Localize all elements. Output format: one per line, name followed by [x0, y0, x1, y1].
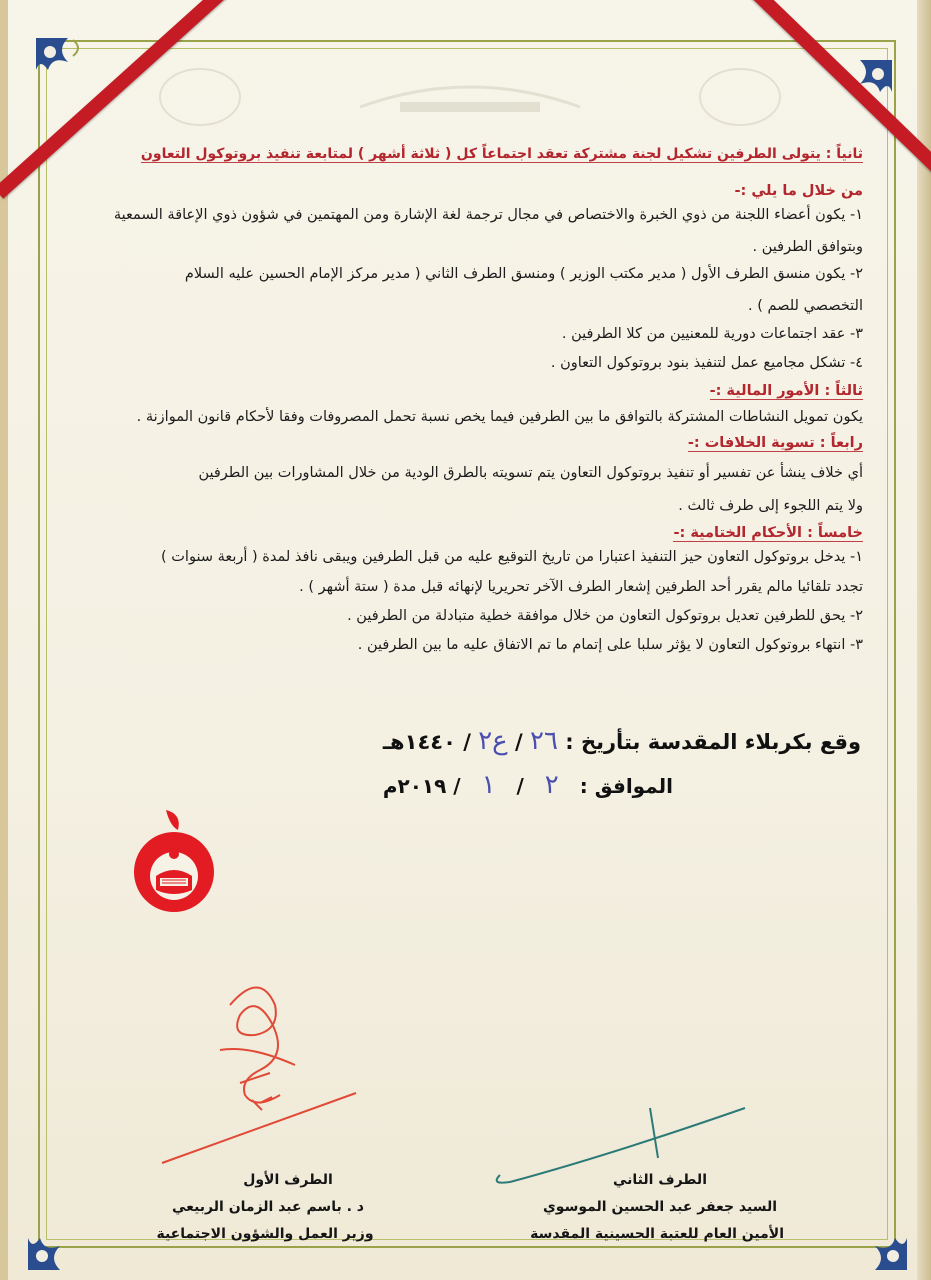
gregorian-year: ٢٠١٩م — [382, 774, 447, 798]
corner-ornament-icon — [28, 30, 98, 100]
letterhead-watermark — [140, 62, 800, 132]
section-fourth-line-2: ولا يتم اللجوء إلى طرف ثالث . — [678, 498, 863, 514]
item-1-line-1: ١- يكون أعضاء اللجنة من ذوي الخبرة والاختصاص في مجال ترجمة لغة الإشارة ومن المهتمين في شؤون ذوي الإعاقة السمعية — [113, 207, 863, 223]
second-party-name: السيد جعفر عبد الحسين الموسوي — [542, 1199, 778, 1215]
first-party-title: الطرف الأول — [243, 1172, 333, 1188]
section-second-title: ثانياً : يتولى الطرفين تشكيل لجنة مشتركة تعقد اجتماعاً كل ( ثلاثة أشهر ) لمتابعة تنفيذ بروتوكول التعاون — [140, 146, 863, 162]
gregorian-date-line: الموافق : ٢ / ١ / ٢٠١٩م — [382, 770, 673, 800]
first-party-name: د . باسم عبد الزمان الربيعي — [172, 1199, 364, 1215]
gregorian-label: الموافق : — [579, 774, 673, 798]
hijri-year: ١٤٤٠هـ — [382, 730, 456, 754]
second-party-title: الطرف الثاني — [613, 1172, 707, 1188]
item-3: ٣- عقد اجتماعات دورية للمعنيين من كلا الطرفين . — [561, 326, 863, 342]
signing-date-label: وقع بكربلاء المقدسة بتأريخ : — [565, 730, 861, 754]
section-fifth-item-3: ٣- انتهاء بروتوكول التعاون لا يؤثر سلبا على إتمام ما تم الاتفاق عليه ما بين الطرفين . — [357, 637, 863, 653]
section-fifth-item-2: ٢- يحق للطرفين تعديل بروتوكول التعاون من خلال موافقة خطية متبادلة من الطرفين . — [347, 608, 863, 624]
item-1-line-2: وبتوافق الطرفين . — [752, 239, 863, 255]
first-party-position: وزير العمل والشؤون الاجتماعية — [156, 1226, 374, 1242]
signing-date-line: وقع بكربلاء المقدسة بتأريخ : ٢٦ / ع٢ / ١٤٤٠هـ — [382, 726, 861, 756]
item-2-line-1: ٢- يكون منسق الطرف الأول ( مدير مكتب الوزير ) ومنسق الطرف الثاني ( مدير مركز الإمام الحسين عليه السلام — [184, 266, 863, 282]
hijri-month: ع٢ — [478, 726, 508, 756]
section-fourth-line-1: أي خلاف ينشأ عن تفسير أو تنفيذ بروتوكول التعاون يتم تسويته بالطرق الودية من خلال المشاورات بين الطرفين — [198, 465, 863, 481]
section-fifth-item-1-line-1: ١- يدخل بروتوكول التعاون حيز التنفيذ اعتبارا من تاريخ التوقيع عليه من قبل الطرفين ويبقى نافذ لمدة ( أربعة سنوات ) — [161, 549, 863, 565]
section-third-text: يكون تمويل النشاطات المشتركة بالتوافق ما بين الطرفين فيما يخص نسبة تحمل المصروفات وفقا لأحكام قانون الموازنة . — [136, 409, 863, 425]
second-party-position: الأمين العام للعتبة الحسينية المقدسة — [530, 1226, 784, 1242]
hijri-day: ٢٦ — [529, 726, 558, 756]
item-2-line-2: التخصصي للصم ) . — [748, 298, 863, 314]
section-fourth-heading: رابعاً : تسوية الخلافات :- — [687, 435, 863, 451]
first-party-signature-icon — [160, 975, 370, 1165]
corner-ornament-icon — [845, 1208, 915, 1278]
section-fifth-heading: خامساً : الأحكام الختامية :- — [673, 525, 863, 541]
gregorian-month: ١ — [481, 770, 496, 800]
institution-logo-icon — [126, 806, 222, 916]
item-4: ٤- تشكل مجاميع عمل لتنفيذ بنود بروتوكول التعاون . — [550, 355, 863, 371]
gregorian-day: ٢ — [544, 770, 559, 800]
section-fifth-item-1-line-2: تجدد تلقائيا مالم يقرر أحد الطرفين إشعار الطرف الآخر تحريريا لإنهائه قبل مدة ( ستة أشهر ) . — [299, 579, 863, 595]
section-second-subtitle: من خلال ما يلي :- — [734, 183, 863, 199]
section-third-heading: ثالثاً : الأمور المالية :- — [709, 383, 863, 399]
paper-edge-right — [917, 0, 931, 1280]
corner-ornament-icon — [20, 1208, 90, 1278]
